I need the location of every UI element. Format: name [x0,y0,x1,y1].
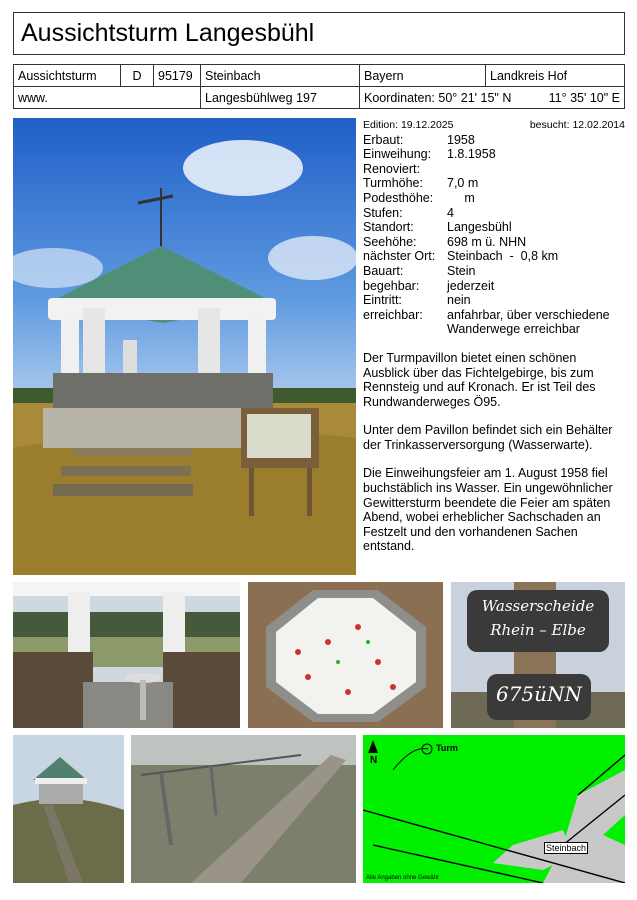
lon-value: 11° 35' 10" E [548,90,620,105]
fact-key: Erbaut: [363,132,404,147]
pavilion-interior-photo [13,582,240,728]
fact-key: Podesthöhe: [363,190,434,205]
fact-row [363,235,625,250]
fact-row [363,162,625,177]
fact-value: Stein [447,263,476,278]
fact-value [447,162,625,177]
fact-value: Langesbühl [447,220,512,235]
fact-row [363,220,625,235]
north-arrow-label: N [370,755,378,766]
staircase-photo [131,735,356,883]
fact-value: jederzeit [447,278,495,293]
fact-row [363,206,625,221]
edition-date: Edition: 19.12.2025 [363,119,454,131]
facts-panel [363,118,625,554]
fact-row [363,249,625,264]
description-paragraph: Der Turmpavillon bietet einen schönen Ausblick über das Fichtelgebirge, bis zum Rennsteig und auf Kronach. Er ist Teil des Rundwanderweges Ö95. [363,350,596,409]
fact-key: Standort: [363,220,414,235]
lat-value: 50° 21' 15" N [438,90,512,105]
page-title: Aussichtsturm Langesbühl [13,12,625,55]
fact-value: Steinbach - 0,8 km [447,249,559,264]
fact-key: Stufen: [363,205,403,220]
country-cell: D [121,65,154,87]
fact-key: Eintritt: [363,293,402,308]
fact-value: 4 [447,205,454,220]
sign-line2: Rhein – Elbe [490,621,586,639]
fact-key: Seehöhe: [363,234,417,249]
facts-list [363,133,625,337]
fact-value: m [447,190,475,205]
fact-value: nein [447,293,471,308]
fact-key: Turmhöhe: [363,176,423,191]
main-photo [13,118,356,575]
map-disclaimer: Alle Angaben ohne Gewähr [366,875,440,881]
fact-row [363,264,625,279]
visited-date: besucht: 12.02.2014 [529,119,625,131]
info-table [13,64,625,109]
panorama-plate-photo [248,582,443,728]
fact-key: erreichbar: [363,307,423,322]
fact-row [363,293,625,308]
description-paragraph: Die Einweihungsfeier am 1. August 1958 fiel buchstäblich ins Wasser. Ein ungewöhnlicher Gewittersturm beendete die Feier am späten Abend, wobei erheblicher Sachschaden an Festzelt und den vorhandenen Sachen entstand. [363,466,613,554]
fact-row [363,279,625,294]
fact-value: 7,0 m [447,176,479,191]
type-cell: Aussichtsturm [14,65,121,87]
fact-value: anfahrbar, über verschiedene Wanderwege erreichbar [447,307,614,337]
fact-key: Renoviert: [363,161,420,176]
description [363,351,625,554]
fact-value: 1958 [447,132,475,147]
sign-height: 675üNN [495,682,583,706]
description-paragraph: Unter dem Pavillon befindet sich ein Behälter der Trinkasserversorgung (Wasserwarte). [363,423,613,452]
fact-key: begehbar: [363,278,420,293]
coords-label: Koordinaten: [364,90,435,105]
fact-value: 698 m ü. NHN [447,234,527,249]
pavilion-hill-photo [13,735,124,883]
fact-key: Einweihung: [363,147,432,162]
web-cell[interactable]: www. [14,87,201,109]
watershed-sign-photo [451,582,625,728]
tower-label: Turm [436,743,458,753]
fact-row [363,133,625,148]
state-cell: Bayern [360,65,486,87]
town-label: Steinbach [546,843,587,853]
street-cell: Langesbühlweg 197 [201,87,360,109]
fact-row [363,147,625,162]
fact-key: Bauart: [363,263,404,278]
fact-key: nächster Ort: [363,249,436,264]
fact-row [363,308,625,337]
fact-value: 1.8.1958 [447,147,496,162]
fact-row [363,191,625,206]
town-cell: Steinbach [201,65,360,87]
zip-cell: 95179 [154,65,201,87]
coords-cell [360,87,625,109]
sign-line1: Wasserscheide [481,597,595,615]
fact-row [363,176,625,191]
district-cell: Landkreis Hof [486,65,625,87]
location-map[interactable] [363,735,625,883]
